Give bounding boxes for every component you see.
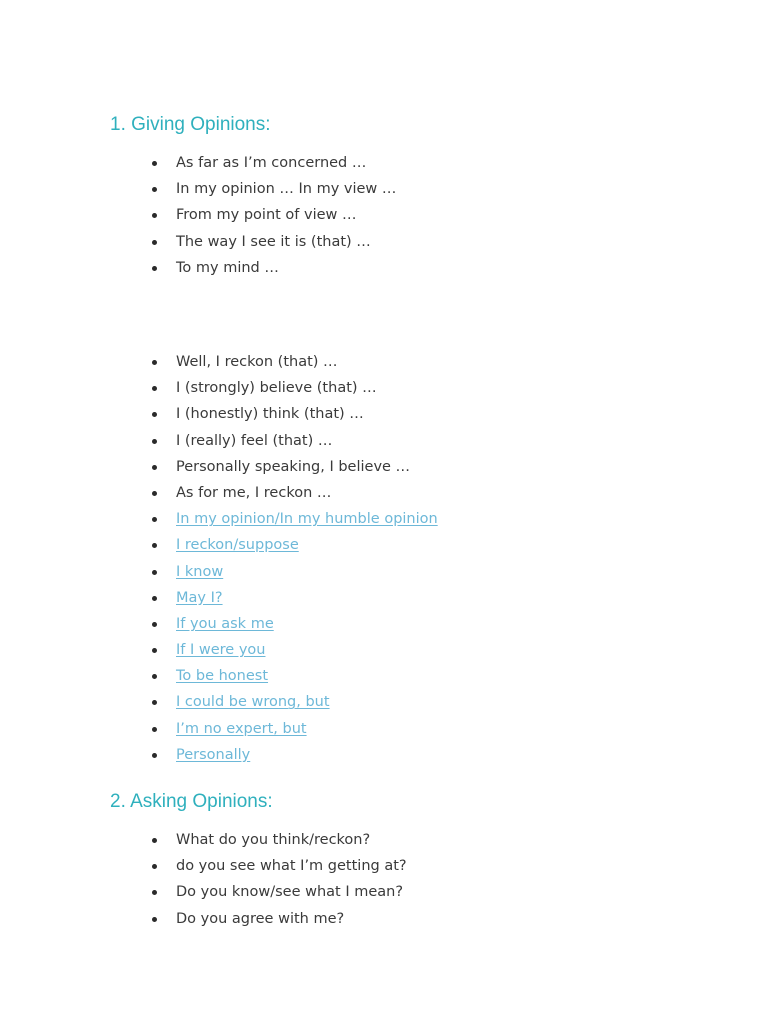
opinion-link-personally[interactable]: Personally xyxy=(176,746,251,763)
opinion-link-may-i[interactable]: May I? xyxy=(176,589,223,606)
list-item: In my opinion … In my view … xyxy=(0,179,396,205)
bullet-icon xyxy=(152,622,157,627)
bullet-icon xyxy=(152,753,157,758)
bullet-icon xyxy=(152,213,157,218)
list-item xyxy=(0,614,438,640)
list-item xyxy=(0,562,438,588)
bullet-icon xyxy=(152,517,157,522)
list-item: do you see what I’m getting at? xyxy=(0,856,407,882)
bullet-icon xyxy=(152,727,157,732)
list-item: Do you agree with me? xyxy=(0,909,407,935)
bullet-icon xyxy=(152,360,157,365)
list-item: Do you know/see what I mean? xyxy=(0,882,407,908)
list-item: Well, I reckon (that) … xyxy=(0,352,438,378)
bullet-icon xyxy=(152,240,157,245)
bullet-icon xyxy=(152,439,157,444)
list-item xyxy=(0,666,438,692)
bullet-icon xyxy=(152,491,157,496)
bullet-icon xyxy=(152,864,157,869)
bullet-icon xyxy=(152,838,157,843)
bullet-icon xyxy=(152,412,157,417)
bullet-icon xyxy=(152,917,157,922)
opinion-link-no-expert[interactable]: I’m no expert, but xyxy=(176,720,307,737)
list-item: Personally speaking, I believe … xyxy=(0,457,438,483)
bullet-icon xyxy=(152,700,157,705)
bullet-icon xyxy=(152,187,157,192)
list-item xyxy=(0,509,438,535)
list-item xyxy=(0,640,438,666)
giving-opinions-list xyxy=(0,153,396,284)
bullet-icon xyxy=(152,674,157,679)
bullet-icon xyxy=(152,386,157,391)
bullet-icon xyxy=(152,648,157,653)
section-heading-asking-opinions: 2. Asking Opinions: xyxy=(110,791,273,812)
list-item: I (really) feel (that) … xyxy=(0,431,438,457)
bullet-icon xyxy=(152,161,157,166)
asking-opinions-list xyxy=(0,830,407,935)
list-item: The way I see it is (that) … xyxy=(0,232,396,258)
opinion-link-if-you-ask-me[interactable]: If you ask me xyxy=(176,615,274,632)
bullet-icon xyxy=(152,570,157,575)
bullet-icon xyxy=(152,543,157,548)
opinion-link-if-i-were-you[interactable]: If I were you xyxy=(176,642,266,659)
opinion-link-reckon-suppose[interactable]: I reckon/suppose xyxy=(176,537,299,554)
bullet-icon xyxy=(152,596,157,601)
list-item: I (strongly) believe (that) … xyxy=(0,378,438,404)
opinion-link-humble-opinion[interactable]: In my opinion/In my humble opinion xyxy=(176,511,438,528)
list-item: As far as I’m concerned … xyxy=(0,153,396,179)
giving-opinions-list-more xyxy=(0,352,438,771)
list-item xyxy=(0,588,438,614)
opinion-link-i-know[interactable]: I know xyxy=(176,563,224,580)
bullet-icon xyxy=(152,266,157,271)
list-item: What do you think/reckon? xyxy=(0,830,407,856)
list-item xyxy=(0,719,438,745)
bullet-icon xyxy=(152,890,157,895)
list-item: From my point of view … xyxy=(0,205,396,231)
opinion-link-could-be-wrong[interactable]: I could be wrong, but xyxy=(176,694,330,711)
opinion-link-to-be-honest[interactable]: To be honest xyxy=(176,668,269,685)
list-item: To my mind … xyxy=(0,258,396,284)
list-item xyxy=(0,535,438,561)
list-item: I (honestly) think (that) … xyxy=(0,404,438,430)
list-item xyxy=(0,692,438,718)
list-item: As for me, I reckon … xyxy=(0,483,438,509)
section-heading-giving-opinions: 1. Giving Opinions: xyxy=(110,114,271,135)
bullet-icon xyxy=(152,465,157,470)
list-item xyxy=(0,745,438,771)
